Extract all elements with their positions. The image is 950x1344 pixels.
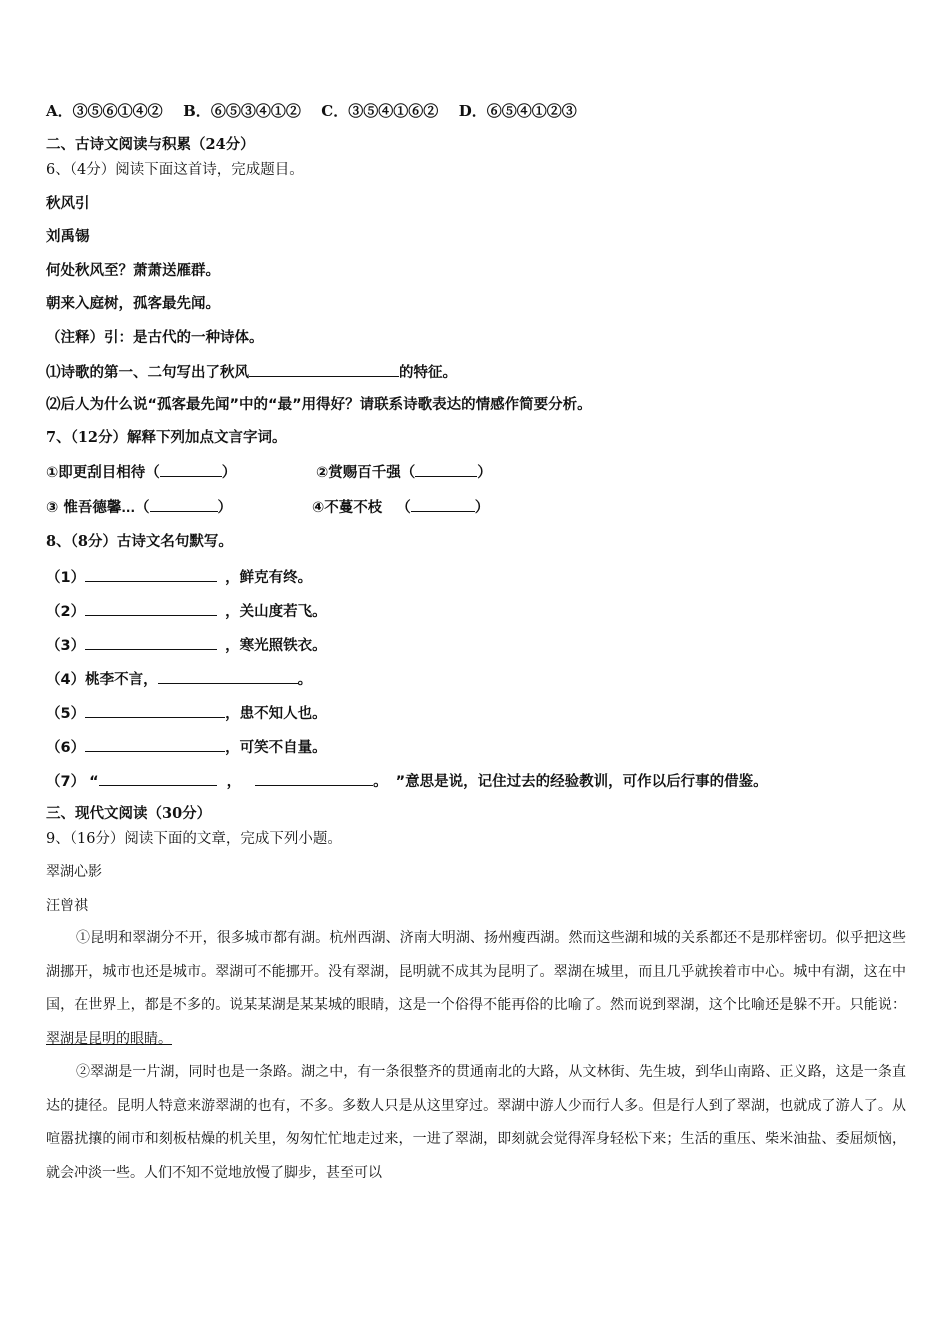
q8-item7-num: （7） <box>46 774 86 790</box>
q7-item-4 <box>312 496 489 518</box>
q6-poem-line-1: 何处秋风至？萧萧送雁群。 <box>46 262 220 279</box>
q7-item4-close: ） <box>474 500 490 516</box>
q7-item-3 <box>46 496 232 518</box>
option-d-label: D． <box>458 102 487 120</box>
q8-item1-num: （1） <box>46 570 86 586</box>
q7-item3-post: （ <box>135 500 150 516</box>
q8-item-7 <box>46 770 768 792</box>
q7-item2-pre: ② <box>316 465 329 481</box>
q8-item5-num: （5） <box>46 706 86 722</box>
q8-item7-period: 。 <box>373 774 388 790</box>
q8-item-6 <box>46 736 327 758</box>
option-a-label: A． <box>46 102 73 120</box>
option-b-label: B． <box>183 102 211 120</box>
option-d-value: ⑥⑤④①②③ <box>486 102 577 120</box>
q7-item3-dot-marks: ... <box>121 501 136 515</box>
q7-item2-dotted: 赏赐百千强 <box>328 465 401 481</box>
q8-item4-num: （4） <box>46 672 86 688</box>
section-3-title: 三、现代文阅读（30分） <box>46 805 212 822</box>
q7-item-1 <box>46 461 236 483</box>
answer-options-line <box>46 101 577 121</box>
q6-note: （注释）引：是古代的一种诗体。 <box>46 330 264 346</box>
q7-item1-close: ） <box>221 465 237 481</box>
q6-sub1-answer-blank[interactable] <box>249 361 399 377</box>
q7-item4-dotted-2: 枝 <box>367 500 383 516</box>
paragraph-1-text: ①昆明和翠湖分不开，很多城市都有湖。杭州西湖、济南大明湖、扬州瘦西湖。然而这些湖和城的关系都还不是那样密切。似乎把这些湖挪开，城市也还是城市。翠湖可不能挪开。没有翠湖，昆明就不成其为昆明了。翠湖在城里，而且几乎就挨着市中心。城中有湖，这在中国，在世界上，都是不多的。说某某湖是某某城的眼睛，这是一个俗得不能再俗的比喻了。然而说到翠湖，这个比喻还是躲不开。只能说： <box>46 930 906 1013</box>
q8-item7-open-quote: “ <box>89 774 99 790</box>
q8-item7-comma: ， <box>226 774 242 790</box>
q7-item3-close: ） <box>217 500 233 516</box>
q8-item6-num: （6） <box>46 740 86 756</box>
paragraph-1-underlined-sentence: 翠湖是昆明的眼睛。 <box>46 1030 172 1047</box>
article-paragraph-2: ②翠湖是一片湖，同时也是一条路。湖之中，有一条很整齐的贯通南北的大路，从文林街、先生坡，到华山南路、正义路，这是一条直达的捷径。昆明人特意来游翠湖的也有，不多。多数人只是从这里穿过。翠湖中游人少而行人多。但是行人到了翠湖，也就成了游人了。从喧嚣扰攘的闹市和刻板枯燥的机关里，匆匆忙忙地走过来，一进了翠湖，即刻就会觉得浑身轻松下来；生活的重压、柴米油盐、委屈烦恼，就会冲淡一些。人们不知不觉地放慢了脚步，甚至可以 <box>46 1064 906 1181</box>
q7-item2-post: （ <box>400 465 416 481</box>
q9-stem: 9、（16分）阅读下面的文章，完成下列小题。 <box>46 831 342 847</box>
section-2-title: 二、古诗文阅读与积累（24分） <box>46 136 255 153</box>
q8-item-5 <box>46 702 327 724</box>
q8-item2-answer-blank[interactable] <box>85 600 217 616</box>
q6-poem-title: 秋风引 <box>46 195 90 212</box>
q7-stem: 7、（12分）解释下列加点文言字词。 <box>46 429 287 446</box>
q7-item4-pre: ④不 <box>312 500 339 516</box>
q8-item1-text: ，鲜克有终。 <box>225 570 313 586</box>
q8-item-4 <box>46 668 312 690</box>
article-paragraph-1 <box>46 922 906 1056</box>
q8-item7-answer-blank-1[interactable] <box>99 770 217 786</box>
option-c-label: C． <box>321 102 349 120</box>
q7-item1-answer-blank[interactable] <box>160 461 222 477</box>
option-c-value: ③⑤④①⑥② <box>348 102 439 120</box>
q6-sub1-after: 的特征。 <box>399 365 457 381</box>
q7-item2-close: ） <box>477 465 492 481</box>
q7-item4-mid: 不 <box>353 500 368 516</box>
q8-item3-answer-blank[interactable] <box>85 634 217 650</box>
article-author: 汪曾祺 <box>46 898 88 914</box>
q8-item4-answer-blank[interactable] <box>158 668 298 684</box>
option-b-value: ⑥⑤③④①② <box>210 102 301 120</box>
q8-item4-pre: 桃李不言， <box>85 672 158 688</box>
q6-poem-line-2: 朝来入庭树，孤客最先闻。 <box>46 295 220 312</box>
q8-item2-text: ，关山度若飞。 <box>225 604 327 620</box>
q8-item5-text: ，患不知人也。 <box>225 706 327 722</box>
q7-item4-dotted: 蔓 <box>338 500 354 516</box>
option-a-value: ③⑤⑥①④② <box>72 102 163 120</box>
q8-item3-num: （3） <box>46 638 86 654</box>
q7-item3-answer-blank[interactable] <box>150 496 218 512</box>
q6-poet: 刘禹锡 <box>46 228 90 245</box>
q8-item1-answer-blank[interactable] <box>85 566 217 582</box>
q7-item-2 <box>316 461 492 483</box>
q8-stem: 8、（8分）古诗文名句默写。 <box>46 533 233 550</box>
q7-item3-pre: ③ 惟吾德 <box>46 500 107 516</box>
q6-sub1-before: ⑴诗歌的第一、二句写出了秋风 <box>46 365 249 381</box>
q7-item3-dotted: 馨 <box>106 500 122 516</box>
q8-item-1 <box>46 566 312 588</box>
q8-item7-answer-blank-2[interactable] <box>255 770 373 786</box>
q8-item2-num: （2） <box>46 604 86 620</box>
q6-subquestion-2: ⑵后人为什么说“孤客最先闻”中的“最”用得好？请联系诗歌表达的情感作简要分析。 <box>46 397 592 413</box>
q8-item7-tail: ”意思是说，记住过去的经验教训，可作以后行事的借鉴。 <box>395 774 768 790</box>
q8-item6-answer-blank[interactable] <box>85 736 225 752</box>
q6-subquestion-1 <box>46 361 457 383</box>
q7-item1-pre: ①即 <box>46 465 73 481</box>
article-title: 翠湖心影 <box>46 864 102 880</box>
q8-item-2 <box>46 600 327 622</box>
q8-item3-text: ，寒光照铁衣。 <box>225 638 327 654</box>
q7-item4-post: （ <box>396 500 411 516</box>
q8-item4-text: 。 <box>297 672 313 688</box>
q8-item6-text: ，可笑不自量。 <box>225 740 327 756</box>
q7-item2-answer-blank[interactable] <box>415 461 477 477</box>
q8-item5-answer-blank[interactable] <box>85 702 225 718</box>
q7-item4-answer-blank[interactable] <box>411 496 475 512</box>
q7-item1-post: 刮目相待（ <box>87 465 160 481</box>
q8-item-3 <box>46 634 327 656</box>
q6-stem: 6、（4分）阅读下面这首诗，完成题目。 <box>46 162 304 178</box>
q7-item1-dotted: 更 <box>72 465 88 481</box>
